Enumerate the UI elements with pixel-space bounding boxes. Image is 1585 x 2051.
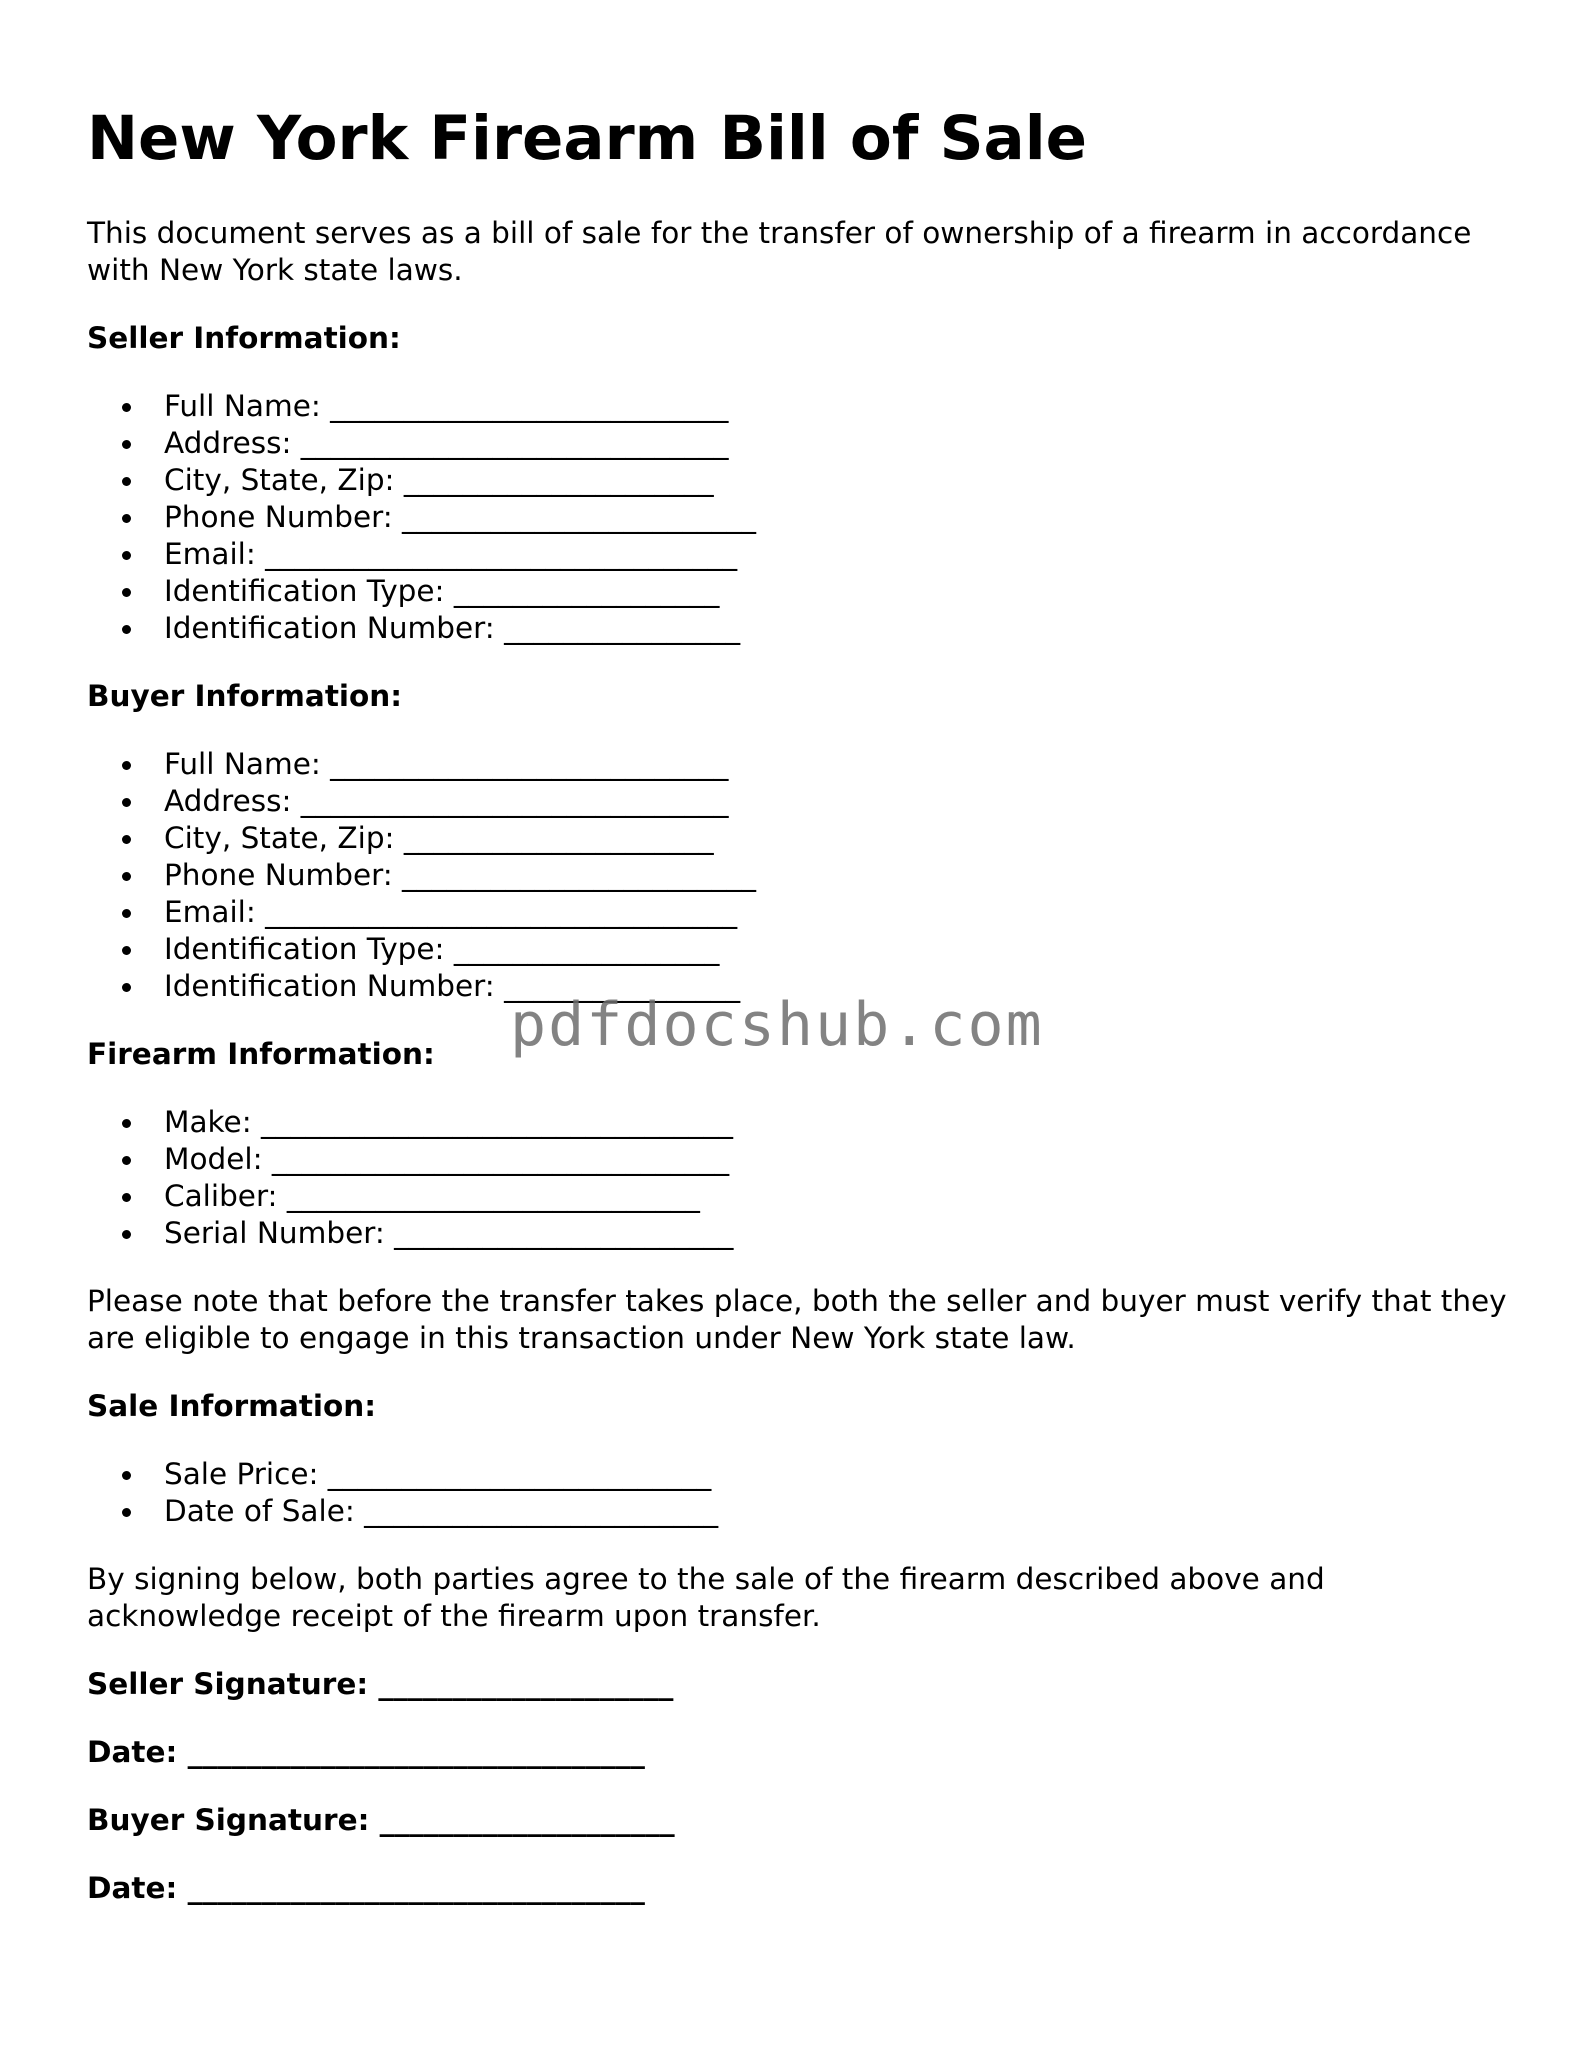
- watermark: pdfdocshub.com: [510, 990, 1044, 1060]
- firearm-fields-list: [87, 1104, 1527, 1252]
- page-title: New York Firearm Bill of Sale: [87, 103, 1087, 174]
- firearm-make-field: Make: ________________________________: [164, 1104, 1527, 1141]
- buyer-date-line: Date: _______________________________: [87, 1871, 645, 1906]
- firearm-serial-field: Serial Number: _______________________: [164, 1215, 1527, 1252]
- seller-heading: Seller Information:: [87, 321, 401, 356]
- seller-city-state-zip-field: City, State, Zip: _____________________: [164, 462, 1527, 499]
- buyer-signature-line: Buyer Signature: ____________________: [87, 1803, 675, 1838]
- firearm-caliber-field: Caliber: ____________________________: [164, 1178, 1527, 1215]
- sale-price-field: Sale Price: __________________________: [164, 1456, 1527, 1493]
- buyer-email-field: Email: ________________________________: [164, 894, 1527, 931]
- sale-date-field: Date of Sale: ________________________: [164, 1493, 1527, 1530]
- seller-phone-field: Phone Number: ________________________: [164, 499, 1527, 536]
- buyer-fields-list: [87, 746, 1527, 1005]
- buyer-phone-field: Phone Number: ________________________: [164, 857, 1527, 894]
- seller-date-line: Date: _______________________________: [87, 1735, 645, 1770]
- seller-signature-line: Seller Signature: ____________________: [87, 1667, 674, 1702]
- sale-heading: Sale Information:: [87, 1389, 377, 1424]
- eligibility-note: Please note that before the transfer takes place, both the seller and buyer must verify that they are eligible to engage in this transaction under New York state law.: [87, 1284, 1507, 1356]
- seller-email-field: Email: ________________________________: [164, 536, 1527, 573]
- sale-fields-list: [87, 1456, 1527, 1530]
- intro-paragraph: This document serves as a bill of sale for the transfer of ownership of a firearm in accordance with New York state laws.: [87, 216, 1472, 288]
- seller-full-name-field: Full Name: ___________________________: [164, 388, 1527, 425]
- buyer-address-field: Address: _____________________________: [164, 783, 1527, 820]
- buyer-city-state-zip-field: City, State, Zip: _____________________: [164, 820, 1527, 857]
- seller-address-field: Address: _____________________________: [164, 425, 1527, 462]
- buyer-id-type-field: Identification Type: __________________: [164, 931, 1527, 968]
- buyer-full-name-field: Full Name: ___________________________: [164, 746, 1527, 783]
- seller-fields-list: [87, 388, 1527, 647]
- firearm-model-field: Model: _______________________________: [164, 1141, 1527, 1178]
- buyer-heading: Buyer Information:: [87, 679, 403, 714]
- seller-id-type-field: Identification Type: __________________: [164, 573, 1527, 610]
- buyer-id-number-field: Identification Number: ________________: [164, 968, 1527, 1005]
- firearm-heading: Firearm Information:: [87, 1037, 435, 1072]
- seller-id-number-field: Identification Number: ________________: [164, 610, 1527, 647]
- agreement-paragraph: By signing below, both parties agree to the sale of the firearm described above and acknowledge receipt of the firearm upon transfer.: [87, 1562, 1325, 1634]
